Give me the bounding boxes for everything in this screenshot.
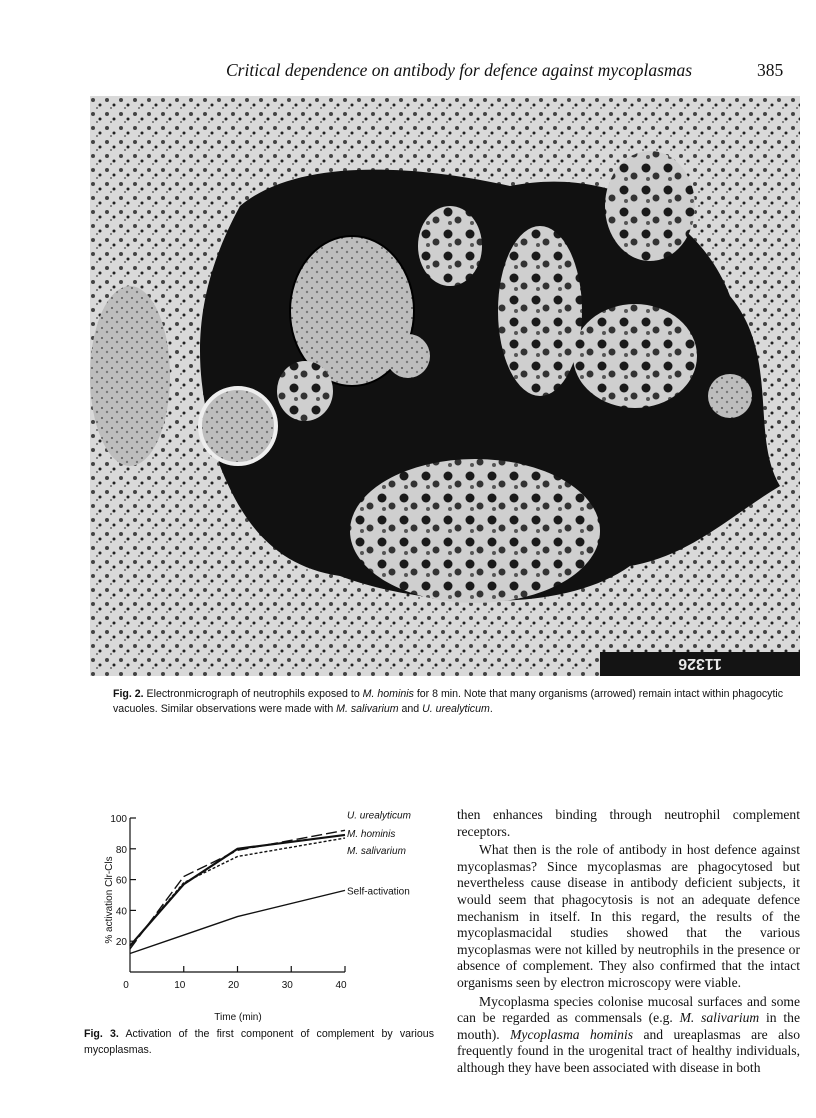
figure-2-caption-part: for 8 min. Note that many organisms (arrowed) remain intact within phagocytic vacuoles. Similar observations were made with bbox=[113, 688, 784, 715]
page-number: 385 bbox=[757, 60, 784, 80]
film-number: 11326 bbox=[678, 655, 722, 672]
series-label: M. hominis bbox=[347, 828, 396, 840]
figure-2-caption-species: M. salivarium bbox=[336, 703, 399, 715]
series-line bbox=[130, 835, 345, 946]
series-line bbox=[130, 890, 345, 953]
figure-2-caption-species: U. urealyticum bbox=[422, 703, 490, 715]
species-name: Mycoplasma hominis bbox=[510, 1026, 634, 1042]
figure-3-label: Fig. 3. bbox=[84, 1028, 119, 1040]
figure-2-caption-part: Electronmicrograph of neutrophils exposed to bbox=[143, 688, 363, 700]
series-label: Self-activation bbox=[347, 886, 410, 898]
y-tick-label: 20 bbox=[115, 937, 127, 949]
figure-3-caption bbox=[84, 1026, 434, 1058]
series-line bbox=[130, 838, 345, 946]
series-label: U. urealyticum bbox=[347, 810, 411, 822]
figure-2-label: Fig. 2. bbox=[113, 688, 144, 700]
paragraph-mucosal-colonisation bbox=[457, 994, 800, 1077]
figure-3-chart bbox=[100, 800, 445, 1030]
y-tick-label: 100 bbox=[110, 814, 127, 825]
x-tick-label: 30 bbox=[281, 980, 293, 991]
y-tick-label: 40 bbox=[115, 906, 127, 918]
x-tick-label: 10 bbox=[174, 980, 186, 991]
y-axis-title: % activation Clr-Cls bbox=[104, 856, 115, 944]
figure-2-caption-part: and bbox=[398, 703, 423, 715]
paragraph-continuation: then enhances binding through neutrophil complement receptors. bbox=[457, 807, 800, 839]
y-tick-label: 80 bbox=[115, 844, 127, 856]
paragraph-text: in the mouth). bbox=[457, 1010, 800, 1042]
chart-canvas bbox=[100, 800, 445, 1025]
x-tick-label: 40 bbox=[335, 980, 347, 991]
species-name: M. salivarium bbox=[679, 1010, 760, 1026]
x-axis-title: Time (min) bbox=[214, 1012, 262, 1023]
body-text-column bbox=[457, 807, 800, 1077]
figure-2-caption bbox=[113, 687, 803, 717]
figure-2-caption-part: . bbox=[489, 703, 493, 715]
micrograph-drawing bbox=[90, 96, 800, 676]
series-label: M. salivarium bbox=[347, 846, 406, 858]
y-tick-label: 60 bbox=[115, 875, 127, 887]
x-tick-label: 20 bbox=[227, 980, 240, 991]
paragraph-text: and ureaplasmas are also frequently found in the urogenital tract of healthy individuals, although they have been associated with disease in both bbox=[457, 1026, 800, 1075]
figure-2-caption-species: M. hominis bbox=[362, 688, 414, 700]
x-tick-label: 0 bbox=[123, 980, 129, 991]
paragraph-antibody-role: What then is the role of antibody in host defence against mycoplasmas? Since mycoplasmas are phagocytosed but nevertheless cause disease in antibody deficient subjects, it would seem that phagocytosis is not an adequate defence mechanism in itself. In this regard, the results of the mycoplasmacidal studies showed that the various mycoplasmas were not killed by neutrophils in the presence or absence of complement. They also confirmed that the intact organisms seen by electron microscopy were viable. bbox=[457, 842, 800, 990]
figure-3-caption-text: Activation of the first component of complement by various mycoplasmas. bbox=[84, 1028, 434, 1056]
electron-micrograph-image bbox=[90, 96, 800, 676]
paragraph-text: Mycoplasma species colonise mucosal surfaces and some can be regarded as commensals (e.g. bbox=[457, 993, 800, 1026]
running-header-title: Critical dependence on antibody for defence against mycoplasmas bbox=[226, 60, 693, 80]
